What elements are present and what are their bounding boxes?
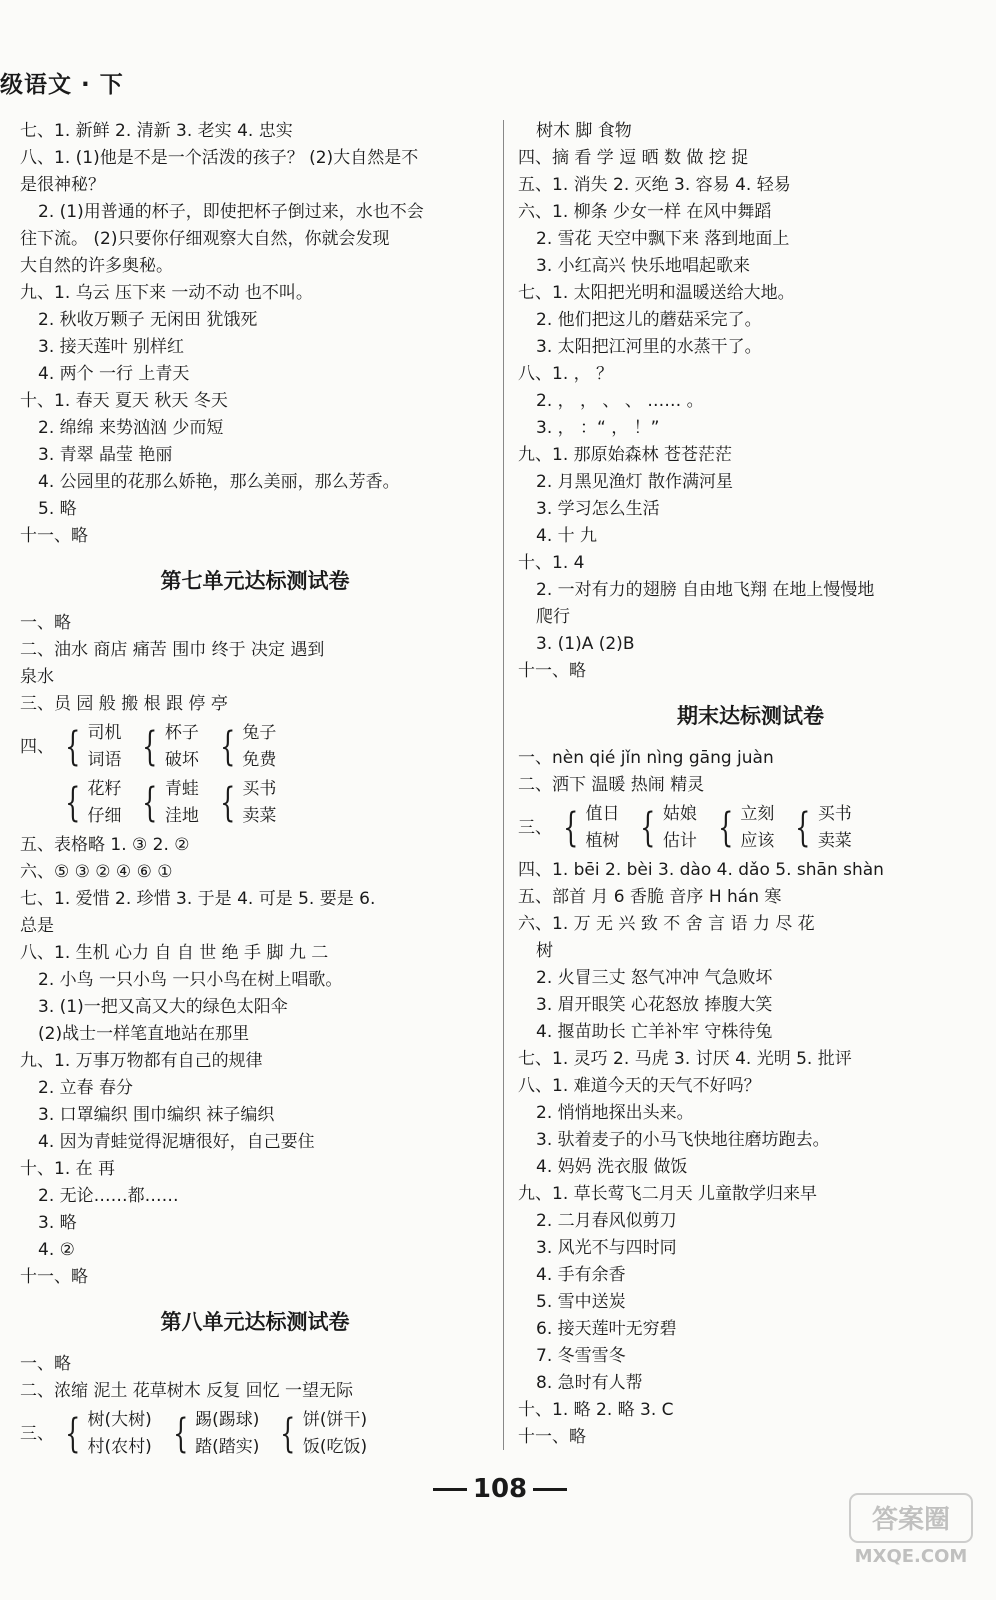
- page-number: [400, 1474, 600, 1504]
- answer-line: 总是: [20, 916, 54, 936]
- brace-glyph: {: [563, 805, 579, 851]
- brace-word: 破坏: [164, 750, 199, 770]
- brace-glyph: {: [219, 780, 236, 826]
- answer-line: 十、1. 4: [518, 553, 585, 573]
- answer-line: 3. ， ：“ ， ！”: [536, 418, 660, 438]
- answer-line: 九、1. 乌云 压下来 一动不动 也不叫。: [20, 283, 313, 303]
- answer-line: 树: [536, 941, 553, 961]
- answer-line: 九、1. 万事万物都有自己的规律: [20, 1051, 263, 1071]
- brace-glyph: {: [640, 805, 656, 851]
- answer-line: 二、洒下 温暖 热闹 精灵: [518, 775, 705, 795]
- brace-glyph: {: [219, 724, 236, 770]
- brace-word: 兔子: [242, 723, 277, 743]
- answer-line: 3. (1)A (2)B: [536, 634, 635, 654]
- answer-line: 6. 接天莲叶无穷碧: [536, 1319, 677, 1339]
- answer-line: 2. 火冒三丈 怒气冲冲 气急败坏: [536, 968, 773, 988]
- brace-group-label: 三、: [518, 817, 552, 838]
- brace-word: 杯子: [164, 723, 199, 743]
- answer-line: 3. 略: [38, 1213, 77, 1233]
- answer-line: 是很神秘？: [20, 175, 105, 195]
- brace-word: 饭(吃饭): [302, 1437, 368, 1457]
- answer-line: 4. 妈妈 洗衣服 做饭: [536, 1157, 688, 1177]
- answer-line: 3. (1)一把又高又大的绿色太阳伞: [38, 997, 288, 1017]
- brace-word: 花籽: [87, 779, 122, 799]
- brace-pair: [60, 1407, 152, 1461]
- answer-line: 六、1. 万 无 兴 致 不 舍 言 语 力 尽 花: [518, 914, 815, 934]
- answer-line: 2. 无论……都……: [38, 1186, 179, 1206]
- page-header-title: 级语文 · 下: [0, 72, 124, 98]
- answer-line: 一、略: [20, 1354, 71, 1374]
- answer-line: 往下流。 (2)只要你仔细观察大自然，你就会发现: [20, 229, 390, 249]
- answer-line: 3. 青翠 晶莹 艳丽: [38, 445, 173, 465]
- answer-line: 四、摘 看 学 逗 晒 数 做 挖 捉: [518, 148, 749, 168]
- answer-line: 十一、略: [20, 1267, 88, 1287]
- answer-line: 十、1. 春天 夏天 秋天 冬天: [20, 391, 228, 411]
- answer-line: 2. 二月春风似剪刀: [536, 1211, 677, 1231]
- answer-line: 八、1. 生机 心力 自 自 世 绝 手 脚 九 二: [20, 943, 329, 963]
- answer-line: 3. 学习怎么生活: [536, 499, 660, 519]
- section-title: 第七单元达标测试卷: [160, 569, 350, 593]
- brace-word: 饼(饼干): [302, 1410, 368, 1430]
- answer-line: 4. 公园里的花那么娇艳，那么美丽，那么芳香。: [38, 472, 400, 492]
- brace-word: 植树: [585, 831, 620, 851]
- page-number-text: 108: [472, 1474, 528, 1504]
- answer-line: 树木 脚 食物: [536, 121, 632, 141]
- watermark-logo: [846, 1490, 976, 1570]
- answer-line: 二、浓缩 泥土 花草树木 反复 回忆 一望无际: [20, 1381, 354, 1401]
- answer-line: 七、1. 灵巧 2. 马虎 3. 讨厌 4. 光明 5. 批评: [518, 1049, 852, 1069]
- answer-line: 8. 急时有人帮: [536, 1373, 643, 1393]
- answer-line: 3. 风光不与四时同: [536, 1238, 677, 1258]
- answer-line: 3. 小红高兴 快乐地唱起歌来: [536, 256, 751, 276]
- brace-pair: [215, 776, 276, 830]
- brace-pair: [60, 776, 121, 830]
- answer-line: 八、1. ， ？: [518, 364, 614, 384]
- answer-line: 2. 秋收万颗子 无闲田 犹饿死: [38, 310, 258, 330]
- answer-line: 十、1. 略 2. 略 3. C: [518, 1400, 674, 1420]
- answer-line: 二、油水 商店 痛苦 围巾 终于 决定 遇到: [20, 640, 325, 660]
- brace-word: 树(大树): [87, 1410, 152, 1430]
- brace-glyph: {: [65, 724, 81, 770]
- brace-pair: [168, 1407, 260, 1461]
- answer-line: 十一、略: [20, 526, 88, 546]
- left-column: [20, 118, 490, 1463]
- answer-line: 2. 绵绵 来势汹汹 少而短: [38, 418, 224, 438]
- section-title: 期末达标测试卷: [677, 704, 824, 728]
- answer-line: 2. 立春 春分: [38, 1078, 134, 1098]
- answer-line: 2. 月黑见渔灯 散作满河星: [536, 472, 734, 492]
- brace-pair: [60, 720, 121, 774]
- answer-line: 大自然的许多奥秘。: [20, 256, 173, 276]
- answer-line: 五、部首 月 6 香脆 音序 H hán 寒: [518, 887, 782, 907]
- answer-line: 七、1. 新鲜 2. 清新 3. 老实 4. 忠实: [20, 121, 293, 141]
- answer-line: 四、1. bēi 2. bèi 3. dào 4. dǎo 5. shān shàn: [518, 860, 884, 880]
- answer-line: 一、nèn qié jǐn nìng gāng juàn: [518, 748, 774, 768]
- answer-line: 九、1. 草长莺飞二月天 儿童散学归来早: [518, 1184, 818, 1204]
- answer-line: 2. 他们把这儿的蘑菇采完了。: [536, 310, 762, 330]
- brace-word: 踢(踢球): [195, 1410, 260, 1430]
- answer-line: 4. 手有余香: [536, 1265, 626, 1285]
- brace-word: 值日: [585, 804, 620, 824]
- brace-pair: [635, 801, 696, 855]
- answer-line: 4. 揠苗助长 亡羊补牢 守株待兔: [536, 1022, 773, 1042]
- brace-pair: [713, 801, 774, 855]
- answer-line: 八、1. 难道今天的天气不好吗？: [518, 1076, 761, 1096]
- answer-line: 六、1. 柳条 少女一样 在风中舞蹈: [518, 202, 772, 222]
- brace-word: 洼地: [164, 806, 199, 826]
- brace-word: 卖菜: [242, 806, 277, 826]
- right-column: [518, 118, 983, 1451]
- brace-glyph: {: [142, 724, 158, 770]
- answer-line: 5. 略: [38, 499, 77, 519]
- answer-line: 2. 雪花 天空中飘下来 落到地面上: [536, 229, 790, 249]
- brace-glyph: {: [280, 1411, 296, 1457]
- answer-line: 2. 悄悄地探出头来。: [536, 1103, 694, 1123]
- answer-line: 4. ②: [38, 1240, 75, 1260]
- answer-line: 七、1. 太阳把光明和温暖送给大地。: [518, 283, 795, 303]
- answer-line: (2)战士一样笔直地站在那里: [38, 1024, 250, 1044]
- brace-word: 卖菜: [817, 831, 852, 851]
- brace-pair: [215, 720, 276, 774]
- answer-line: 3. 眉开眼笑 心花怒放 捧腹大笑: [536, 995, 773, 1015]
- answer-line: 3. 太阳把江河里的水蒸干了。: [536, 337, 762, 357]
- answer-line: 3. 口罩编织 围巾编织 袜子编织: [38, 1105, 275, 1125]
- answer-line: 五、表格略 1. ③ 2. ②: [20, 835, 190, 855]
- answer-line: 4. 十 九: [536, 526, 598, 546]
- answer-line: 九、1. 那原始森林 苍苍茫茫: [518, 445, 733, 465]
- answer-line: 三、员 园 般 搬 根 跟 停 亭: [20, 694, 228, 714]
- answer-line: 五、1. 消失 2. 灭绝 3. 容易 4. 轻易: [518, 175, 791, 195]
- watermark-text: 答案圈: [871, 1505, 951, 1535]
- brace-word: 村(农村): [87, 1437, 152, 1457]
- brace-glyph: {: [142, 780, 158, 826]
- answer-line: 七、1. 爱惜 2. 珍惜 3. 于是 4. 可是 5. 要是 6.: [20, 889, 376, 909]
- brace-glyph: {: [65, 780, 81, 826]
- brace-word: 应该: [740, 831, 775, 851]
- column-divider: [503, 120, 504, 1450]
- answer-line: 3. 驮着麦子的小马飞快地往磨坊跑去。: [536, 1130, 830, 1150]
- answer-line: 5. 雪中送炭: [536, 1292, 626, 1312]
- answer-line: 2. (1)用普通的杯子，即使把杯子倒过来，水也不会: [38, 202, 424, 222]
- answer-line: 泉水: [20, 667, 54, 687]
- answer-line: 7. 冬雪雪冬: [536, 1346, 626, 1366]
- brace-word: 青蛙: [164, 779, 199, 799]
- answer-line: 六、⑤ ③ ② ④ ⑥ ①: [20, 862, 173, 882]
- footer-dash-left: [433, 1488, 467, 1491]
- brace-pair: [137, 776, 198, 830]
- brace-word: 免费: [242, 750, 277, 770]
- brace-word: 词语: [87, 750, 122, 770]
- brace-glyph: {: [795, 805, 811, 851]
- section-title: 第八单元达标测试卷: [160, 1310, 350, 1334]
- brace-glyph: {: [717, 805, 734, 851]
- answer-line: 4. 两个 一行 上青天: [38, 364, 190, 384]
- brace-group-row: [518, 801, 983, 855]
- watermark-url: MXQE.COM: [854, 1546, 968, 1567]
- answer-line: 4. 因为青蛙觉得泥塘很好，自己要住: [38, 1132, 315, 1152]
- brace-glyph: {: [172, 1411, 189, 1457]
- footer-dash-right: [533, 1488, 567, 1491]
- answer-line: 爬行: [536, 607, 570, 627]
- brace-group-label: 四、: [20, 736, 54, 757]
- brace-word: 踏(踏实): [195, 1437, 260, 1457]
- brace-word: 姑娘: [662, 804, 697, 824]
- brace-pair: [137, 720, 198, 774]
- brace-pair: [790, 801, 851, 855]
- answer-line: 十一、略: [518, 1427, 586, 1447]
- brace-pair: [558, 801, 619, 855]
- brace-group-row: [20, 720, 490, 774]
- answer-line: 十、1. 在 再: [20, 1159, 116, 1179]
- brace-word: 估计: [662, 831, 697, 851]
- answer-line: 十一、略: [518, 661, 586, 681]
- brace-group-label: 三、: [20, 1423, 54, 1444]
- answer-line: 八、1. (1)他是不是一个活泼的孩子？ (2)大自然是不: [20, 148, 419, 168]
- brace-word: 司机: [87, 723, 122, 743]
- answer-line: 3. 接天莲叶 别样红: [38, 337, 185, 357]
- answer-line: 2. 一对有力的翅膀 自由地飞翔 在地上慢慢地: [536, 580, 875, 600]
- answer-line: 2. ， ， 、 、 …… 。: [536, 391, 704, 411]
- brace-word: 仔细: [87, 806, 122, 826]
- brace-word: 买书: [242, 779, 277, 799]
- brace-glyph: {: [65, 1411, 81, 1457]
- brace-word: 立刻: [740, 804, 775, 824]
- answer-line: 2. 小鸟 一只小鸟 一只小鸟在树上唱歌。: [38, 970, 343, 990]
- answer-line: 一、略: [20, 613, 71, 633]
- brace-pair: [275, 1407, 367, 1461]
- brace-group-row: [20, 1407, 490, 1461]
- brace-word: 买书: [817, 804, 852, 824]
- brace-group-row: [20, 776, 490, 830]
